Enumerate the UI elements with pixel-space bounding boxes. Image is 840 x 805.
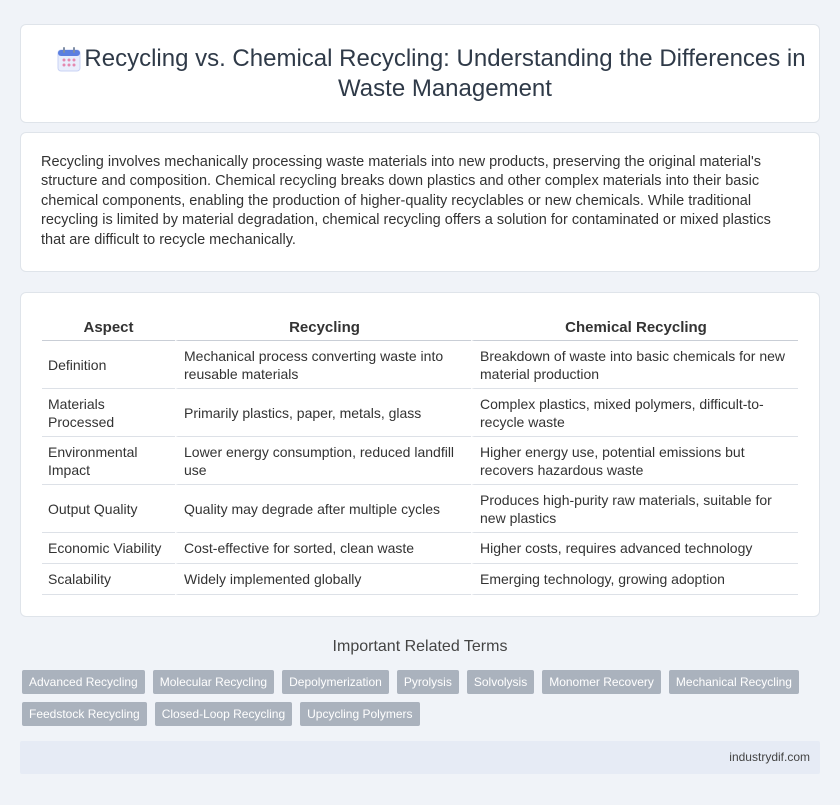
footer-site-link[interactable]: industrydif.com bbox=[729, 750, 810, 764]
table-cell: Economic Viability bbox=[42, 533, 175, 564]
table-row bbox=[42, 564, 798, 595]
table-cell: Definition bbox=[42, 341, 175, 389]
footer-bar bbox=[20, 741, 820, 774]
table-cell: Widely implemented globally bbox=[175, 564, 471, 595]
table-cell: Higher energy use, potential emissions but recovers hazardous waste bbox=[471, 437, 798, 485]
intro-card bbox=[20, 132, 820, 272]
table-cell: Primarily plastics, paper, metals, glass bbox=[175, 389, 471, 437]
table-cell: Output Quality bbox=[42, 485, 175, 533]
table-row bbox=[42, 389, 798, 437]
table-cell: Emerging technology, growing adoption bbox=[471, 564, 798, 595]
table-cell: Environmental Impact bbox=[42, 437, 175, 485]
table-cell: Materials Processed bbox=[42, 389, 175, 437]
related-terms-list bbox=[22, 670, 812, 726]
term-tag[interactable]: Monomer Recovery bbox=[542, 670, 661, 694]
term-tag[interactable]: Upcycling Polymers bbox=[300, 702, 419, 726]
intro-paragraph: Recycling involves mechanically processing waste materials into new products, preserving the original material's structure and composition. Chemical recycling breaks down plastics and other complex materials into their basic chemical components, enabling the production of higher-quality recyclables or new chemicals. While traditional recycling is limited by material degradation, chemical recycling offers a solution for contaminated or mixed plastics that are difficult to recycle mechanically. bbox=[41, 154, 771, 248]
title-card bbox=[20, 24, 820, 123]
column-header-aspect: Aspect bbox=[42, 313, 175, 341]
table-row bbox=[42, 485, 798, 533]
table-cell: Breakdown of waste into basic chemicals for new material production bbox=[471, 341, 798, 389]
table-cell: Lower energy consumption, reduced landfill use bbox=[175, 437, 471, 485]
comparison-card bbox=[20, 292, 820, 617]
column-header-recycling: Recycling bbox=[175, 313, 471, 341]
comparison-table bbox=[42, 313, 798, 595]
table-cell: Higher costs, requires advanced technology bbox=[471, 533, 798, 564]
table-cell: Produces high-purity raw materials, suitable for new plastics bbox=[471, 485, 798, 533]
table-row bbox=[42, 533, 798, 564]
table-row bbox=[42, 437, 798, 485]
table-cell: Quality may degrade after multiple cycles bbox=[175, 485, 471, 533]
table-header-row bbox=[42, 313, 798, 341]
term-tag[interactable]: Depolymerization bbox=[282, 670, 389, 694]
term-tag[interactable]: Pyrolysis bbox=[397, 670, 459, 694]
table-cell: Scalability bbox=[42, 564, 175, 595]
table-row bbox=[42, 341, 798, 389]
term-tag[interactable]: Molecular Recycling bbox=[153, 670, 274, 694]
related-terms-heading: Important Related Terms bbox=[332, 638, 508, 655]
calendar-icon bbox=[57, 46, 81, 72]
term-tag[interactable]: Advanced Recycling bbox=[22, 670, 145, 694]
term-tag[interactable]: Feedstock Recycling bbox=[22, 702, 147, 726]
column-header-chemical-recycling: Chemical Recycling bbox=[471, 313, 798, 341]
term-tag[interactable]: Mechanical Recycling bbox=[669, 670, 799, 694]
table-cell: Mechanical process converting waste into reusable materials bbox=[175, 341, 471, 389]
term-tag[interactable]: Closed-Loop Recycling bbox=[155, 702, 292, 726]
table-cell: Complex plastics, mixed polymers, difficult-to-recycle waste bbox=[471, 389, 798, 437]
page-title: Recycling vs. Chemical Recycling: Understanding the Differences in Waste Management bbox=[84, 45, 806, 102]
table-cell: Cost-effective for sorted, clean waste bbox=[175, 533, 471, 564]
term-tag[interactable]: Solvolysis bbox=[467, 670, 534, 694]
